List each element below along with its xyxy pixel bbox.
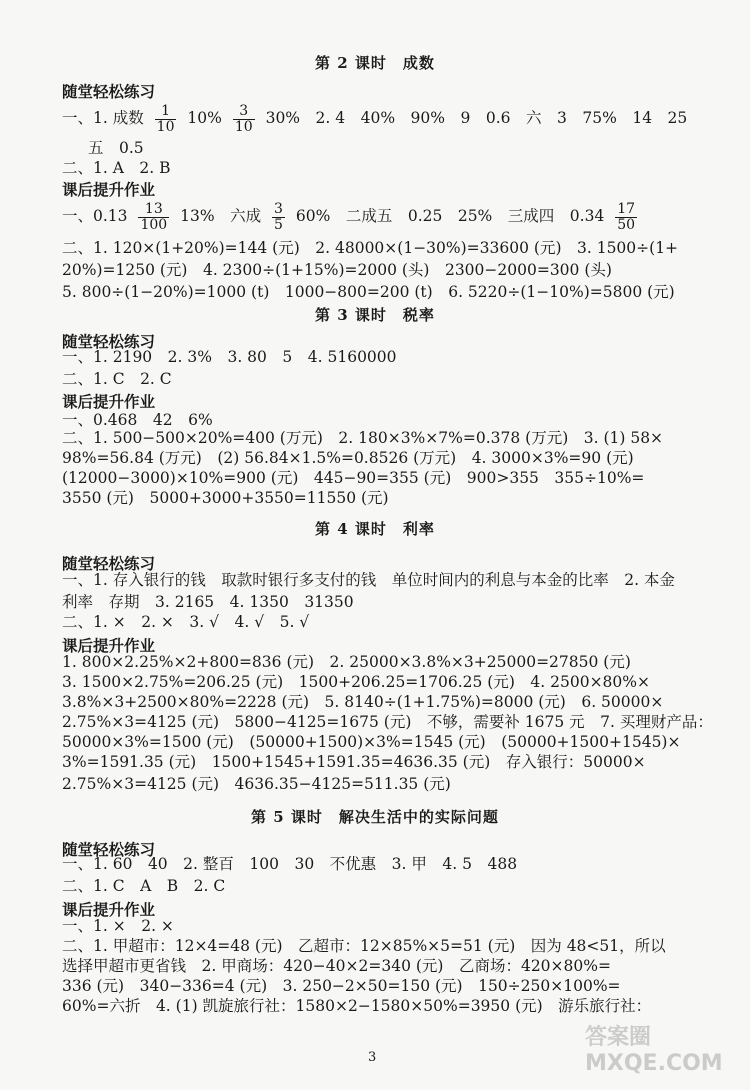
fraction-numerator: 17 [617, 200, 636, 217]
text-segment: 13% 六成 [180, 207, 262, 225]
text-segment: 10% [187, 109, 222, 127]
lesson-4-homework-heading: 课后提升作业 [62, 637, 156, 655]
fraction-denominator: 100 [140, 216, 168, 233]
lesson-3-line-6: (12000−3000)×10%=900 (元) 445−90=355 (元) 900>355 355÷10%= [62, 469, 645, 487]
lesson-2-line-2: 五 0.5 [88, 139, 144, 157]
lesson-3-practice-heading: 随堂轻松练习 [62, 333, 156, 351]
fraction [272, 202, 285, 232]
fraction-denominator: 5 [274, 216, 283, 233]
lesson-3-line-1: 一、1. 2190 2. 3% 3. 80 5 4. 5160000 [62, 348, 397, 366]
lesson-5-homework-heading: 课后提升作业 [62, 901, 156, 919]
lesson-4-line-8: 50000×3%=1500 (元) (50000+1500)×3%=1545 (元) (50000+1500+1545)× [62, 733, 681, 751]
fraction [615, 202, 637, 232]
text-segment: 60% 二成五 0.25 25% 三成四 0.34 [295, 207, 605, 225]
lesson-5-line-5: 选择甲超市更省钱 2. 甲商场：420−40×2=340 (元) 乙商场：420×80%= [62, 957, 611, 975]
lesson-5-practice-heading: 随堂轻松练习 [62, 841, 156, 859]
watermark-logo: 答案圈 MXQE.COM [585, 1025, 723, 1076]
lesson-3-line-2: 二、1. C 2. C [62, 370, 172, 388]
fraction [138, 202, 169, 232]
fraction-numerator: 1 [155, 104, 177, 120]
lesson-2-line-1 [62, 100, 710, 136]
lesson-4-line-1: 一、1. 存入银行的钱 取款时银行多支付的钱 单位时间内的利息与本金的比率 2. 本金 [62, 571, 675, 589]
lesson-3-line-5: 98%=56.84 (万元) (2) 56.84×1.5%=0.8526 (万元) 4. 3000×3%=90 (元) [62, 449, 634, 467]
fraction-denominator: 50 [617, 216, 636, 233]
lesson-2-title: 第 2 课时 成数 [315, 54, 435, 72]
lesson-2-line-5: 二、1. 120×(1+20%)=144 (元) 2. 48000×(1−30%)=33600 (元) 3. 1500÷(1+ [62, 239, 679, 257]
fraction [155, 104, 177, 134]
lesson-5-line-6: 336 (元) 340−336=4 (元) 3. 250−2×50=150 (元) 150÷250×100%= [62, 977, 621, 995]
text-segment: 一、0.13 [62, 207, 128, 225]
lesson-5-line-2: 二、1. C A B 2. C [62, 877, 226, 895]
fraction-denominator: 10 [234, 118, 253, 135]
lesson-2-line-4 [62, 196, 710, 236]
text-segment: 一、1. 成数 [62, 109, 144, 127]
fraction-numerator: 13 [138, 202, 169, 218]
lesson-4-line-5: 3. 1500×2.75%=206.25 (元) 1500+206.25=1706.25 (元) 4. 2500×80%× [62, 673, 650, 691]
lesson-4-line-4: 1. 800×2.25%×2+800=836 (元) 2. 25000×3.8%×3+25000=27850 (元) [62, 653, 631, 671]
lesson-4-line-10: 2.75%×3=4125 (元) 4636.35−4125=511.35 (元) [62, 775, 451, 793]
lesson-5-line-4: 二、1. 甲超市：12×4=48 (元) 乙超市：12×85%×5=51 (元) 因为 48<51，所以 [62, 937, 666, 955]
lesson-4-line-6: 3.8%×3+2500×80%=2228 (元) 5. 8140÷(1+1.75%)=8000 (元) 6. 50000× [62, 693, 664, 711]
lesson-5-line-3: 一、1. × 2. × [62, 917, 174, 935]
lesson-4-line-7: 2.75%×3=4125 (元) 5800−4125=1675 (元) 不够，需要补 1675 元 7. 买理财产品： [62, 713, 713, 731]
fraction-numerator: 3 [233, 104, 255, 120]
fraction-denominator: 10 [156, 118, 175, 135]
lesson-5-title: 第 5 课时 解决生活中的实际问题 [251, 808, 499, 826]
lesson-3-line-4: 二、1. 500−500×20%=400 (万元) 2. 180×3%×7%=0.378 (万元) 3. (1) 58× [62, 429, 664, 447]
lesson-2-line-6: 20%)=1250 (元) 4. 2300÷(1+15%)=2000 (头) 2300−2000=300 (头) [62, 261, 612, 279]
page-number: 3 [368, 1050, 377, 1065]
lesson-4-line-9: 3%=1591.35 (元) 1500+1545+1591.35=4636.35 (元) 存入银行：50000× [62, 753, 646, 771]
fraction-numerator: 3 [274, 200, 283, 217]
lesson-4-title: 第 4 课时 利率 [315, 520, 435, 538]
lesson-3-title: 第 3 课时 税率 [315, 306, 435, 324]
lesson-3-homework-heading: 课后提升作业 [62, 393, 156, 411]
lesson-4-line-3: 二、1. × 2. × 3. √ 4. √ 5. √ [62, 613, 310, 631]
text-segment: 30% 2. 4 40% 90% 9 0.6 六 3 75% 14 25 [265, 109, 688, 127]
lesson-2-homework-heading: 课后提升作业 [62, 181, 156, 199]
lesson-4-line-2: 利率 存期 3. 2165 4. 1350 31350 [62, 593, 354, 611]
lesson-5-line-7: 60%=六折 4. (1) 凯旋旅行社：1580×2−1580×50%=3950 (元) 游乐旅行社： [62, 997, 652, 1015]
lesson-2-line-3: 二、1. A 2. B [62, 159, 171, 177]
lesson-3-line-7: 3550 (元) 5000+3000+3550=11550 (元) [62, 489, 389, 507]
lesson-3-line-3: 一、0.468 42 6% [62, 411, 213, 429]
lesson-2-practice-heading: 随堂轻松练习 [62, 83, 156, 101]
fraction [233, 104, 255, 134]
lesson-5-line-1: 一、1. 60 40 2. 整百 100 30 不优惠 3. 甲 4. 5 488 [62, 855, 518, 873]
lesson-4-practice-heading: 随堂轻松练习 [62, 555, 156, 573]
lesson-2-line-7: 5. 800÷(1−20%)=1000 (t) 1000−800=200 (t) 6. 5220÷(1−10%)=5800 (元) [62, 283, 675, 301]
